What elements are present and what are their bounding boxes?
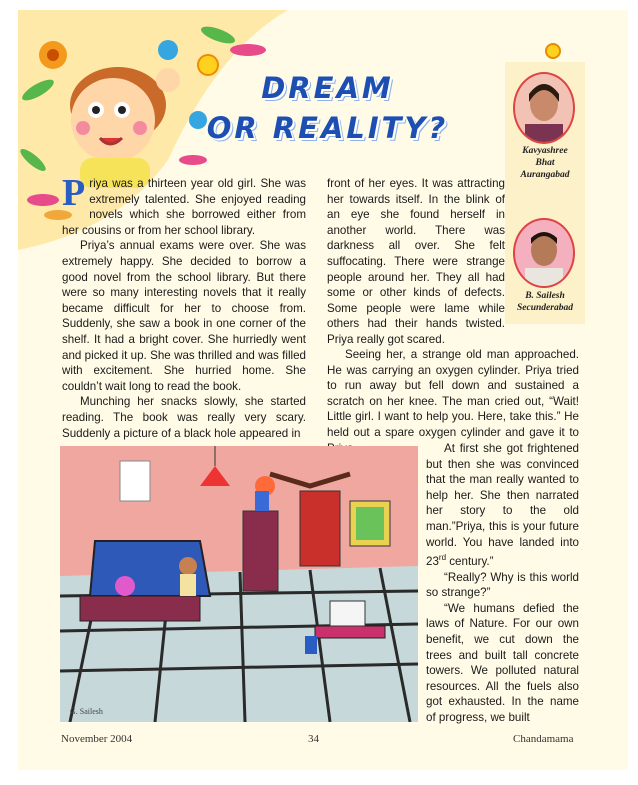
article-column-side: [426, 441, 579, 726]
article-column-right-wide: [327, 347, 579, 456]
footer-date: November 2004: [61, 733, 133, 745]
paragraph: Munching her snacks slowly, she started reading. The book was really very scary. Suddenly a picture of a black hole appeared in: [62, 395, 306, 440]
contributor-city: Secunderabad: [517, 303, 573, 313]
title-line-1: DREAM: [261, 71, 394, 105]
paragraph: “We humans defied the laws of Nature. For our own benefit, we cut down the trees and built tall concrete towers. We polluted natural resources. All the fuels also got exhausted. In the name of progress, we built: [426, 601, 579, 724]
flower-icon: [39, 41, 67, 69]
sun-icon: [538, 36, 568, 66]
paragraph: front of her eyes. It was attracting her towards itself. In the blink of an eye she found herself in another world. There was darkness all over. She felt suffocating. There were strange people around her. They all had some or other kinds of defects. Some people were lame while others had their hands twisted. Priya really got scared.: [327, 177, 505, 346]
article-title: [205, 68, 450, 148]
article-column-left: [62, 172, 306, 441]
story-illustration: [60, 446, 418, 722]
contributor-photo-1: [513, 72, 575, 144]
contributor-name: B. Sailesh: [525, 291, 565, 301]
artist-signature: G. Sailesh: [70, 707, 103, 716]
title-line-2: OR REALITY?: [206, 111, 449, 145]
contributor-name: Bhat: [535, 158, 555, 168]
paragraph: Priya was a thirteen year old girl. She was extremely talented. She enjoyed reading novels which she borrowed either from her cousins or from her school library.: [62, 172, 306, 237]
contributor-caption-1: [506, 145, 584, 181]
paragraph: At first she got frightened but then she was convinced that the man really wanted to help her. She then narrated her story to the old man.”Priya, this is your future world. You have landed into 23rd century.”: [426, 442, 579, 569]
paragraph: Priya’s annual exams were over. She was extremely happy. She decided to borrow a good novel from the school library. But there were so many interesting novels that it really became difficult for her to choose from. Suddenly, she saw a book in one corner of the shelf. It had a bright cover. She hurriedly went and picked it up. She was thrilled and was filled with excitement. She hurried home. She couldn’t wait long to read the book.: [62, 239, 306, 393]
paragraph: “Really? Why is this world so strange?”: [426, 570, 579, 600]
paragraph: Seeing her, a strange old man approached. He was carrying an oxygen cylinder. Priya tried to run away but fell down and sustained a scratch on her knee. The man cried out, “Wait! Little girl. I want to help you. Here, take this.” He held out a spare oxygen cylinder and gave it to: [327, 348, 579, 439]
page-number: 34: [308, 733, 319, 745]
contributor-city: Aurangabad: [520, 170, 570, 180]
drop-cap: P: [62, 172, 86, 214]
contributor-name: Kavyashree: [522, 146, 568, 156]
contributor-caption-2: [506, 290, 584, 314]
article-column-right: [327, 176, 505, 348]
contributor-photo-2: [513, 218, 575, 288]
footer-magazine: Chandamama: [513, 733, 574, 745]
